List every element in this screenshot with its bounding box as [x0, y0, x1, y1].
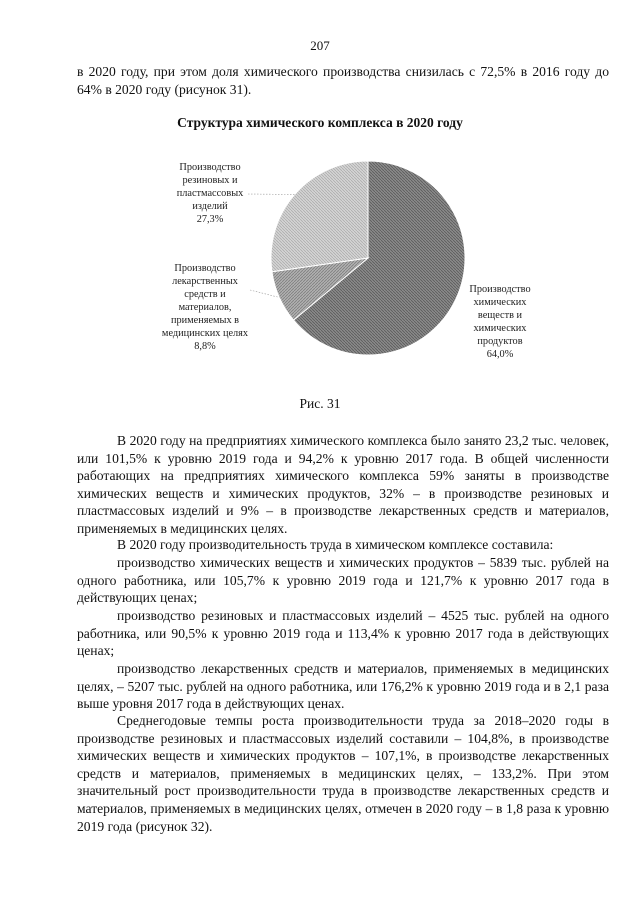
- body-paragraph-growth-rates: Среднегодовые темпы роста производительности труда за 2018–2020 годы в производстве резиновых и пластмассовых изделий составили – 104,8%, в производстве химических веществ и химических продуктов – 107,1%, в производстве лекарственных средств и материалов, применяемых в медицинских целях, – 133,2%. При этом значительный рост производительности труда в производстве лекарственных средств и материалов, применяемых в медицинских целях, отмечен в 2020 году – в 1,8 раза к уровню 2019 года (рисунок 32).: [77, 713, 609, 834]
- list-item-chemicals: производство химических веществ и химических продуктов – 5839 тыс. рублей на одного работника, или 105,7% к уровню 2019 года и 121,7% к уровню 2017 года в действующих ценах;: [77, 555, 609, 606]
- slice-label-rubber-plastics: Производство резиновых и пластмассовых изделий 27,3%: [176, 162, 244, 225]
- chart-title: Структура химического комплекса в 2020 году: [177, 115, 463, 130]
- slice-label-chemicals: Производство химических веществ и химических продуктов 64,0%: [469, 284, 531, 360]
- slice-label-medicines: Производство лекарственных средств и материалов, применяемых в медицинских целях 8,8%: [161, 263, 249, 352]
- page-number: 207: [310, 38, 330, 53]
- intro-paragraph: в 2020 году, при этом доля химического производства снизилась с 72,5% в 2016 году до 64% в 2020 году (рисунок 31).: [77, 64, 609, 97]
- list-item-medicines: производство лекарственных средств и материалов, применяемых в медицинских целях, – 5207 тыс. рублей на одного работника, или 176,2% к уровню 2019 года и в 2,1 раза выше уровня 2017 года в действующих ценах.: [77, 661, 609, 712]
- pie-slice-rubber-plastics: [271, 161, 368, 272]
- list-item-rubber-plastics: производство резиновых и пластмассовых изделий – 4525 тыс. рублей на одного работника, или 90,5% к уровню 2019 года и 113,4% к уровню 2017 года в действующих ценах;: [77, 608, 609, 659]
- body-paragraph-productivity-intro: В 2020 году производительность труда в химическом комплексе составила:: [117, 537, 554, 552]
- body-paragraph-employment: В 2020 году на предприятиях химического комплекса было занято 23,2 тыс. человек, или 101,5% к уровню 2019 года и 94,2% к уровню 2017 года. В общей численности работающих на предприятиях химического комплекса 59% заняты в производстве химических веществ и химических продуктов, 32% – в производстве резиновых и пластмассовых изделий и 9% – в производстве лекарственных средств и материалов, применяемых в медицинских целях.: [77, 433, 609, 536]
- figure-caption: Рис. 31: [299, 396, 341, 411]
- pie-slices: [271, 161, 465, 355]
